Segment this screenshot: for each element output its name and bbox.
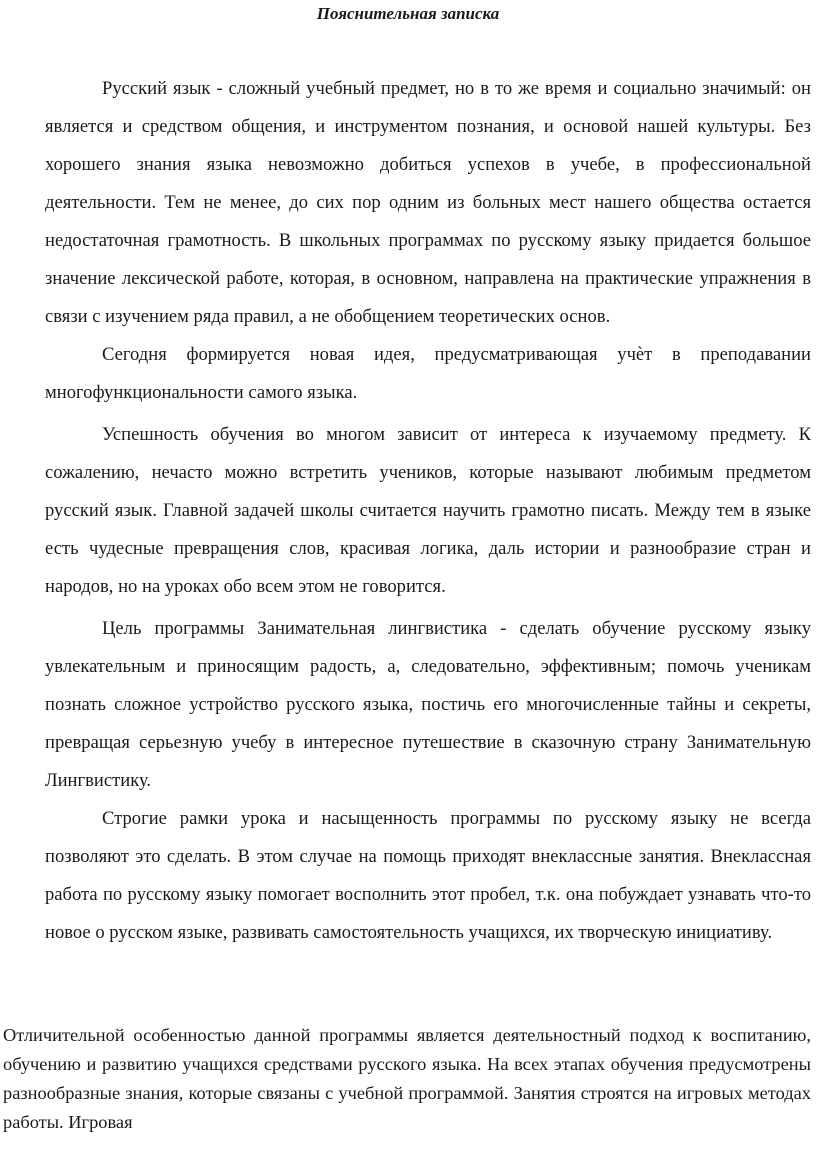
- paragraph-intro: Русский язык - сложный учебный предмет, но в то же время и социально значимый: он является и средством общения, и инструментом познания, и основой нашей культуры. Без хорошего знания языка невозможно добиться успехов в учебе, в профессиональной деятельности. Тем не менее, до сих пор одним из больных мест нашего общества остается недостаточная грамотность. В школьных программах по русскому языку придается большое значение лексической работе, которая, в основном, направлена на практические упражнения в связи с изучением ряда правил, а не обобщением теоретических основ.: [45, 78, 811, 327]
- document-title: Пояснительная записка: [316, 4, 500, 23]
- document-tail: [3, 1021, 811, 1137]
- paragraph-program-goal: Цель программы Занимательная лингвистика - сделать обучение русскому языку увлекательным и приносящим радость, а, следовательно, эффективным; помочь ученикам познать сложное устройство русского языка, постичь его многочисленные тайны и секреты, превращая серьезную учебу в интересное путешествие в сказочную страну Занимательную Лингвистику.: [45, 618, 811, 791]
- paragraph-new-idea: Сегодня формируется новая идея, предусматривающая учѐт в преподавании многофункциональности самого языка.: [45, 344, 811, 403]
- paragraph-distinctive-feature: Отличительной особенностью данной программы является деятельностный подход к воспитанию, обучению и развитию учащихся средствами русского языка. На всех этапах обучения предусмотрены разнообразные знания, которые связаны с учебной программой. Занятия строятся на игровых методах работы. Игровая: [3, 1025, 811, 1132]
- paragraph-interest: Успешность обучения во многом зависит от интереса к изучаемому предмету. К сожалению, нечасто можно встретить учеников, которые называют любимым предметом русский язык. Главной задачей школы считается научить грамотно писать. Между тем в языке есть чудесные превращения слов, красивая логика, даль истории и разнообразие стран и народов, но на уроках обо всем этом не говорится.: [45, 424, 811, 597]
- paragraph-extracurricular: Строгие рамки урока и насыщенность программы по русскому языку не всегда позволяют это сделать. В этом случае на помощь приходят внеклассные занятия. Внеклассная работа по русскому языку помогает восполнить этот пробел, т.к. она побуждает узнавать что-то новое о русском языке, развивать самостоятельность учащихся, их творческую инициативу.: [45, 808, 811, 943]
- document-body: [45, 70, 811, 952]
